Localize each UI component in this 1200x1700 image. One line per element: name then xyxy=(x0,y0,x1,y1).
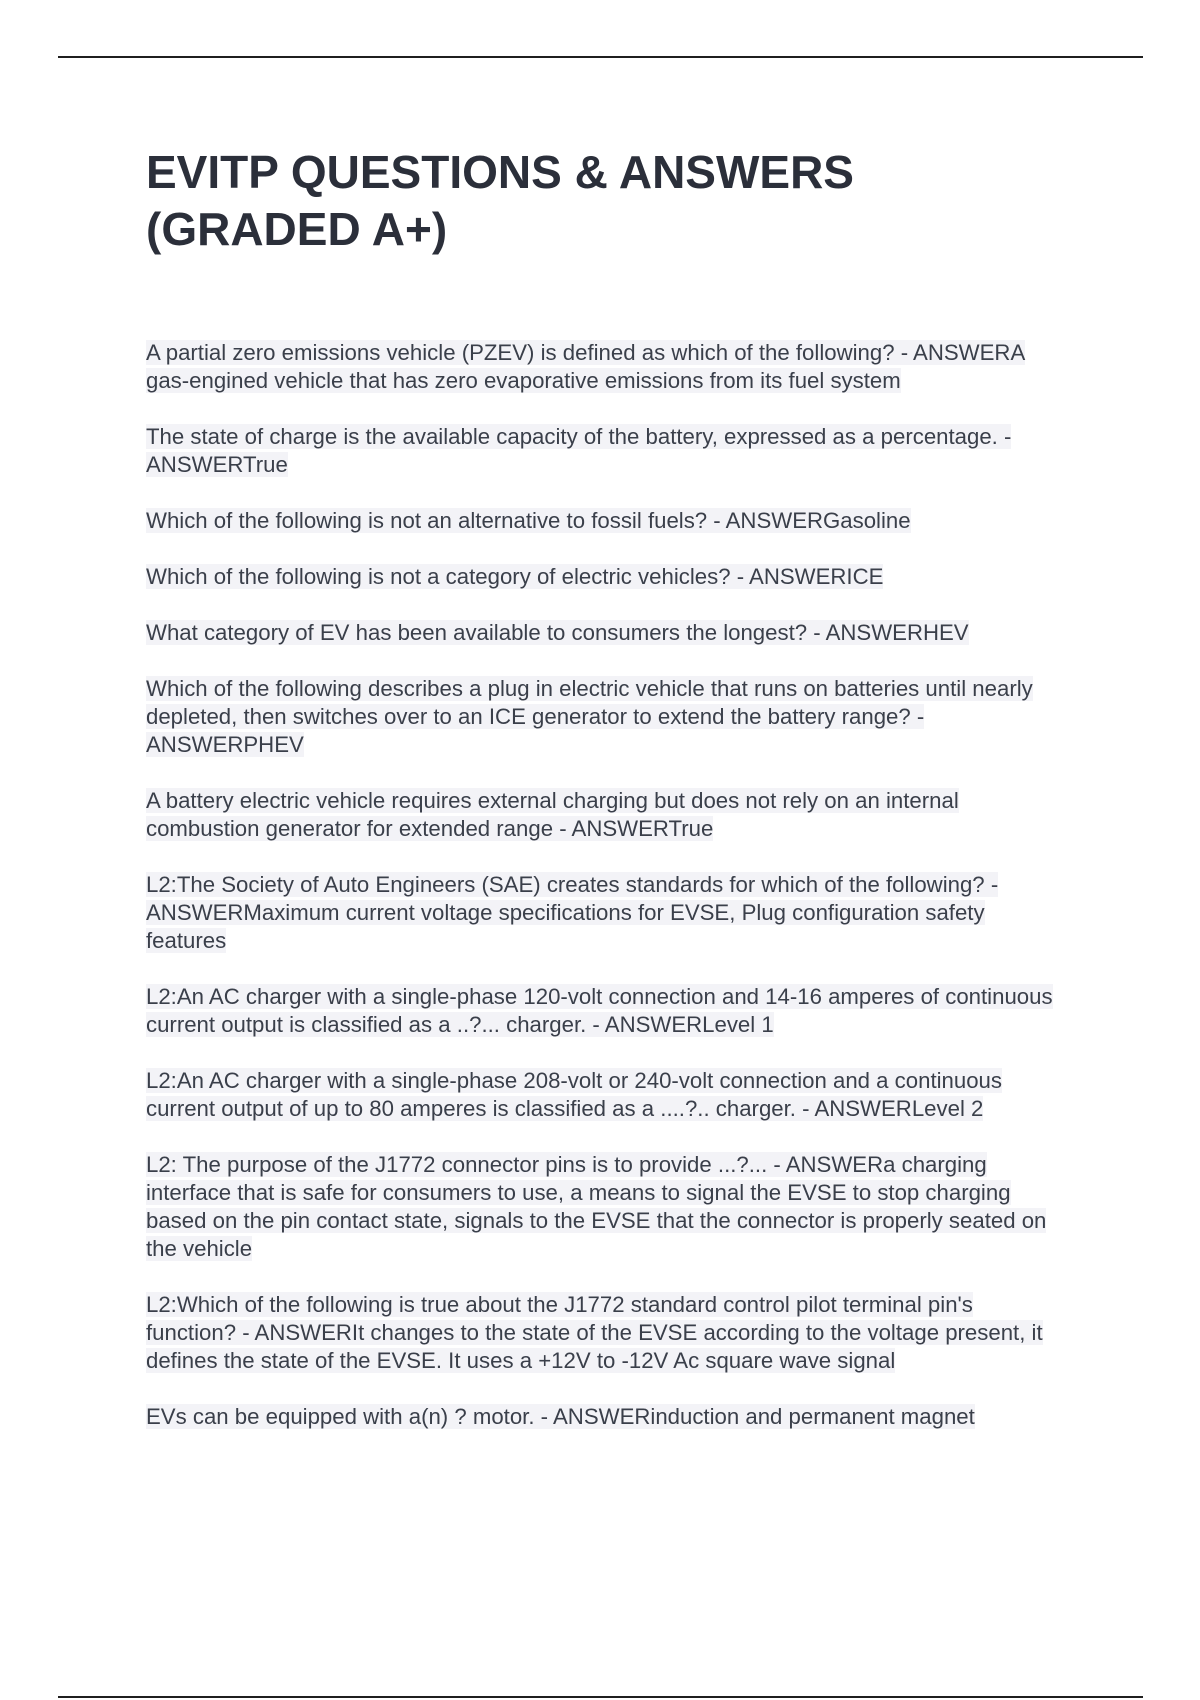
qa-text: The state of charge is the available capacity of the battery, expressed as a percentage. - ANSWERTrue xyxy=(146,424,1012,477)
title-line-1: EVITP QUESTIONS & ANSWERS xyxy=(146,146,854,198)
qa-text: EVs can be equipped with a(n) ? motor. - ANSWERinduction and permanent magnet xyxy=(146,1404,975,1429)
qa-item-11 xyxy=(146,1151,1066,1263)
document-title xyxy=(146,144,1106,258)
qa-item-13 xyxy=(146,1403,1066,1431)
qa-text: L2:An AC charger with a single-phase 120-volt connection and 14-16 amperes of continuous current output is classified as a ..?... charger. - ANSWERLevel 1 xyxy=(146,984,1053,1037)
qa-item-10 xyxy=(146,1067,1066,1123)
qa-item-8 xyxy=(146,871,1066,955)
qa-item-1 xyxy=(146,339,1066,395)
top-rule xyxy=(58,56,1143,58)
qa-text: Which of the following is not an alternative to fossil fuels? - ANSWERGasoline xyxy=(146,508,911,533)
qa-text: Which of the following is not a category of electric vehicles? - ANSWERICE xyxy=(146,564,884,589)
qa-item-5 xyxy=(146,619,1066,647)
qa-item-7 xyxy=(146,787,1066,843)
title-line-2: (GRADED A+) xyxy=(146,203,448,255)
qa-text: L2: The purpose of the J1772 connector pins is to provide ...?... - ANSWERa charging interface that is safe for consumers to use, a means to signal the EVSE to stop charging based on the pin contact state, signals to the EVSE that the connector is properly seated on the vehicle xyxy=(146,1152,1047,1261)
qa-text: A partial zero emissions vehicle (PZEV) is defined as which of the following? - ANSWERA gas-engined vehicle that has zero evaporative emissions from its fuel system xyxy=(146,340,1026,393)
bottom-rule xyxy=(58,1696,1143,1698)
qa-list xyxy=(146,339,1066,1459)
qa-item-9 xyxy=(146,983,1066,1039)
qa-text: L2:Which of the following is true about the J1772 standard control pilot terminal pin's function? - ANSWERIt changes to the state of the EVSE according to the voltage present, it defines the state of the EVSE. It uses a +12V to -12V Ac square wave signal xyxy=(146,1292,1043,1373)
qa-item-3 xyxy=(146,507,1066,535)
qa-text: Which of the following describes a plug in electric vehicle that runs on batteries until nearly depleted, then switches over to an ICE generator to extend the battery range? - ANSWERPHEV xyxy=(146,676,1033,757)
qa-text: L2:An AC charger with a single-phase 208-volt or 240-volt connection and a continuous current output of up to 80 amperes is classified as a ....?.. charger. - ANSWERLevel 2 xyxy=(146,1068,1002,1121)
qa-text: What category of EV has been available to consumers the longest? - ANSWERHEV xyxy=(146,620,969,645)
qa-item-2 xyxy=(146,423,1066,479)
qa-item-4 xyxy=(146,563,1066,591)
qa-text: A battery electric vehicle requires external charging but does not rely on an internal combustion generator for extended range - ANSWERTrue xyxy=(146,788,959,841)
qa-item-12 xyxy=(146,1291,1066,1375)
qa-item-6 xyxy=(146,675,1066,759)
qa-text: L2:The Society of Auto Engineers (SAE) creates standards for which of the following? - ANSWERMaximum current voltage specifications for EVSE, Plug configuration safety features xyxy=(146,872,999,953)
